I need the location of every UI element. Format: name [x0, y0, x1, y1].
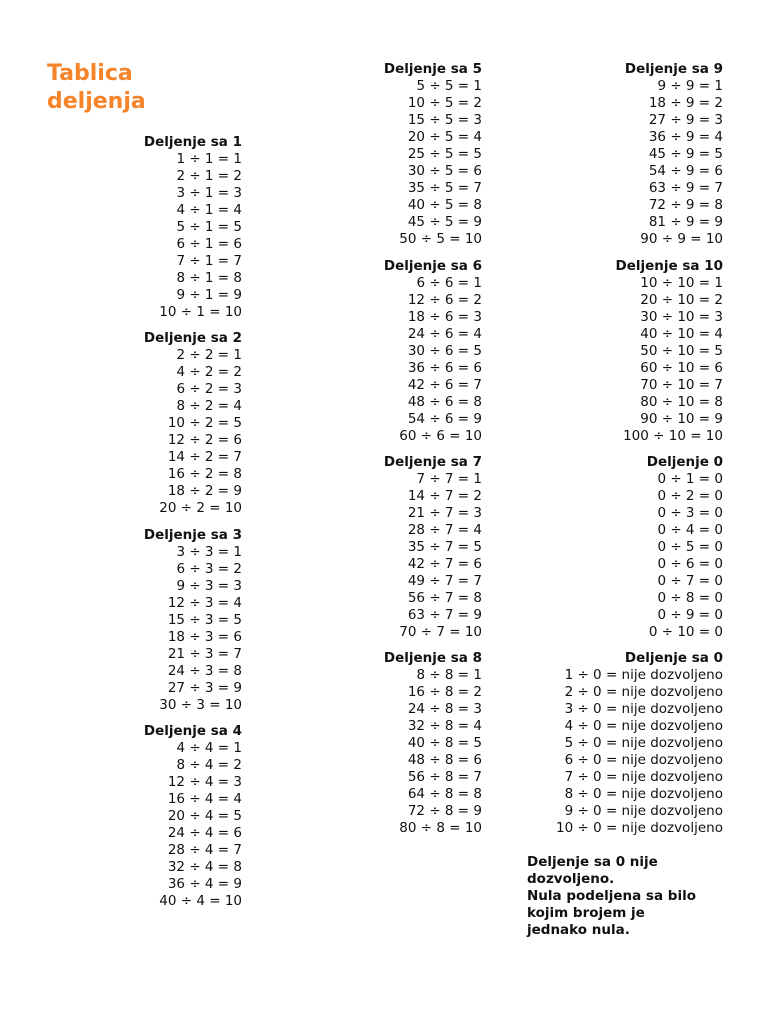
table-div-3	[120, 527, 242, 714]
table-row: 3 ÷ 0 = nije dozvoljeno	[564, 701, 723, 717]
table-row: 30 ÷ 10 = 3	[640, 309, 723, 325]
table-div-by-zero	[520, 650, 723, 837]
table-row: 6 ÷ 3 = 2	[176, 561, 242, 577]
table-row: 42 ÷ 6 = 7	[407, 377, 482, 393]
table-row: 6 ÷ 0 = nije dozvoljeno	[564, 752, 723, 768]
table-row: 50 ÷ 10 = 5	[640, 343, 723, 359]
table-row: 0 ÷ 1 = 0	[657, 471, 723, 487]
table-heading: Deljenje sa 5	[383, 61, 482, 77]
table-row: 28 ÷ 4 = 7	[167, 842, 242, 858]
table-row: 14 ÷ 2 = 7	[167, 449, 242, 465]
table-row: 30 ÷ 3 = 10	[159, 697, 242, 713]
table-row: 20 ÷ 10 = 2	[640, 292, 723, 308]
table-row: 18 ÷ 9 = 2	[648, 95, 723, 111]
table-div-8	[360, 650, 482, 837]
page-title	[47, 60, 146, 116]
table-row: 4 ÷ 4 = 1	[176, 740, 242, 756]
table-row: 8 ÷ 0 = nije dozvoljeno	[564, 786, 723, 802]
table-row: 30 ÷ 6 = 5	[407, 343, 482, 359]
table-row: 70 ÷ 7 = 10	[399, 624, 482, 640]
table-row: 0 ÷ 7 = 0	[657, 573, 723, 589]
table-div-2	[120, 330, 242, 517]
table-heading: Deljenje sa 8	[383, 650, 482, 666]
note-line-3: Nula podeljena sa bilo	[527, 888, 696, 904]
table-row: 35 ÷ 5 = 7	[407, 180, 482, 196]
table-div-9	[520, 61, 723, 248]
table-div-6	[360, 258, 482, 445]
table-row: 14 ÷ 7 = 2	[407, 488, 482, 504]
table-row: 50 ÷ 5 = 10	[399, 231, 482, 247]
table-row: 9 ÷ 0 = nije dozvoljeno	[564, 803, 723, 819]
table-row: 9 ÷ 1 = 9	[176, 287, 242, 303]
table-row: 1 ÷ 0 = nije dozvoljeno	[564, 667, 723, 683]
table-row: 10 ÷ 10 = 1	[640, 275, 723, 291]
table-heading: Deljenje 0	[646, 454, 723, 470]
table-row: 80 ÷ 8 = 10	[399, 820, 482, 836]
table-row: 12 ÷ 4 = 3	[167, 774, 242, 790]
table-row: 35 ÷ 7 = 5	[407, 539, 482, 555]
table-row: 24 ÷ 6 = 4	[407, 326, 482, 342]
table-row: 18 ÷ 6 = 3	[407, 309, 482, 325]
table-row: 63 ÷ 7 = 9	[407, 607, 482, 623]
table-row: 90 ÷ 10 = 9	[640, 411, 723, 427]
table-row: 6 ÷ 1 = 6	[176, 236, 242, 252]
table-row: 40 ÷ 4 = 10	[159, 893, 242, 909]
table-row: 72 ÷ 8 = 9	[407, 803, 482, 819]
table-row: 0 ÷ 10 = 0	[648, 624, 723, 640]
table-row: 63 ÷ 9 = 7	[648, 180, 723, 196]
table-row: 81 ÷ 9 = 9	[648, 214, 723, 230]
table-heading: Deljenje sa 2	[143, 330, 242, 346]
table-div-10	[520, 258, 723, 445]
table-row: 54 ÷ 9 = 6	[648, 163, 723, 179]
table-row: 8 ÷ 4 = 2	[176, 757, 242, 773]
page-title-line-1: Tablica	[47, 61, 133, 86]
table-row: 54 ÷ 6 = 9	[407, 411, 482, 427]
table-heading: Deljenje sa 0	[624, 650, 723, 666]
zero-division-note	[527, 854, 727, 939]
table-heading: Deljenje sa 7	[383, 454, 482, 470]
table-div-7	[360, 454, 482, 641]
table-row: 10 ÷ 0 = nije dozvoljeno	[556, 820, 723, 836]
note-line-5: jednako nula.	[527, 922, 630, 938]
note-line-1: Deljenje sa 0 nije	[527, 854, 658, 870]
table-row: 5 ÷ 0 = nije dozvoljeno	[564, 735, 723, 751]
table-row: 12 ÷ 6 = 2	[407, 292, 482, 308]
table-row: 20 ÷ 2 = 10	[159, 500, 242, 516]
table-row: 20 ÷ 5 = 4	[407, 129, 482, 145]
table-row: 40 ÷ 8 = 5	[407, 735, 482, 751]
note-line-2: dozvoljeno.	[527, 871, 615, 887]
table-row: 100 ÷ 10 = 10	[623, 428, 723, 444]
table-row: 90 ÷ 9 = 10	[640, 231, 723, 247]
table-row: 16 ÷ 2 = 8	[167, 466, 242, 482]
table-row: 7 ÷ 1 = 7	[176, 253, 242, 269]
table-row: 16 ÷ 4 = 4	[167, 791, 242, 807]
table-row: 56 ÷ 8 = 7	[407, 769, 482, 785]
table-row: 21 ÷ 7 = 3	[407, 505, 482, 521]
table-row: 4 ÷ 1 = 4	[176, 202, 242, 218]
table-row: 21 ÷ 3 = 7	[167, 646, 242, 662]
table-row: 32 ÷ 4 = 8	[167, 859, 242, 875]
table-row: 60 ÷ 10 = 6	[640, 360, 723, 376]
table-row: 28 ÷ 7 = 4	[407, 522, 482, 538]
table-row: 0 ÷ 9 = 0	[657, 607, 723, 623]
table-row: 10 ÷ 2 = 5	[167, 415, 242, 431]
table-row: 32 ÷ 8 = 4	[407, 718, 482, 734]
table-row: 5 ÷ 5 = 1	[416, 78, 482, 94]
table-row: 40 ÷ 5 = 8	[407, 197, 482, 213]
table-row: 48 ÷ 8 = 6	[407, 752, 482, 768]
table-heading: Deljenje sa 1	[143, 134, 242, 150]
table-heading: Deljenje sa 6	[383, 258, 482, 274]
table-heading: Deljenje sa 4	[143, 723, 242, 739]
table-row: 16 ÷ 8 = 2	[407, 684, 482, 700]
table-row: 4 ÷ 0 = nije dozvoljeno	[564, 718, 723, 734]
table-row: 2 ÷ 0 = nije dozvoljeno	[564, 684, 723, 700]
table-row: 6 ÷ 2 = 3	[176, 381, 242, 397]
table-row: 9 ÷ 3 = 3	[176, 578, 242, 594]
table-row: 0 ÷ 3 = 0	[657, 505, 723, 521]
table-row: 30 ÷ 5 = 6	[407, 163, 482, 179]
table-row: 56 ÷ 7 = 8	[407, 590, 482, 606]
table-div-5	[360, 61, 482, 248]
table-row: 12 ÷ 3 = 4	[167, 595, 242, 611]
table-row: 18 ÷ 3 = 6	[167, 629, 242, 645]
table-row: 7 ÷ 0 = nije dozvoljeno	[564, 769, 723, 785]
table-row: 5 ÷ 1 = 5	[176, 219, 242, 235]
table-row: 70 ÷ 10 = 7	[640, 377, 723, 393]
table-row: 18 ÷ 2 = 9	[167, 483, 242, 499]
table-row: 42 ÷ 7 = 6	[407, 556, 482, 572]
table-row: 20 ÷ 4 = 5	[167, 808, 242, 824]
table-row: 72 ÷ 9 = 8	[648, 197, 723, 213]
page-title-line-2: deljenja	[47, 89, 146, 114]
table-row: 24 ÷ 4 = 6	[167, 825, 242, 841]
table-row: 64 ÷ 8 = 8	[407, 786, 482, 802]
table-row: 27 ÷ 3 = 9	[167, 680, 242, 696]
table-row: 24 ÷ 3 = 8	[167, 663, 242, 679]
table-row: 49 ÷ 7 = 7	[407, 573, 482, 589]
table-row: 0 ÷ 2 = 0	[657, 488, 723, 504]
table-row: 2 ÷ 2 = 1	[176, 347, 242, 363]
table-row: 15 ÷ 5 = 3	[407, 112, 482, 128]
table-row: 10 ÷ 5 = 2	[407, 95, 482, 111]
table-row: 1 ÷ 1 = 1	[176, 151, 242, 167]
table-row: 27 ÷ 9 = 3	[648, 112, 723, 128]
table-row: 0 ÷ 5 = 0	[657, 539, 723, 555]
table-row: 10 ÷ 1 = 10	[159, 304, 242, 320]
table-row: 7 ÷ 7 = 1	[416, 471, 482, 487]
table-row: 0 ÷ 8 = 0	[657, 590, 723, 606]
table-heading: Deljenje sa 3	[143, 527, 242, 543]
table-row: 0 ÷ 4 = 0	[657, 522, 723, 538]
table-div-zero-dividend	[520, 454, 723, 641]
table-row: 36 ÷ 4 = 9	[167, 876, 242, 892]
table-row: 45 ÷ 9 = 5	[648, 146, 723, 162]
table-heading: Deljenje sa 9	[624, 61, 723, 77]
table-row: 8 ÷ 8 = 1	[416, 667, 482, 683]
table-heading: Deljenje sa 10	[615, 258, 723, 274]
table-row: 40 ÷ 10 = 4	[640, 326, 723, 342]
table-row: 80 ÷ 10 = 8	[640, 394, 723, 410]
table-row: 36 ÷ 6 = 6	[407, 360, 482, 376]
table-row: 0 ÷ 6 = 0	[657, 556, 723, 572]
note-line-4: kojim brojem je	[527, 905, 645, 921]
table-row: 3 ÷ 1 = 3	[176, 185, 242, 201]
table-row: 2 ÷ 1 = 2	[176, 168, 242, 184]
table-row: 36 ÷ 9 = 4	[648, 129, 723, 145]
table-row: 60 ÷ 6 = 10	[399, 428, 482, 444]
table-row: 8 ÷ 2 = 4	[176, 398, 242, 414]
table-row: 24 ÷ 8 = 3	[407, 701, 482, 717]
table-row: 4 ÷ 2 = 2	[176, 364, 242, 380]
table-row: 15 ÷ 3 = 5	[167, 612, 242, 628]
table-row: 12 ÷ 2 = 6	[167, 432, 242, 448]
table-row: 45 ÷ 5 = 9	[407, 214, 482, 230]
table-row: 3 ÷ 3 = 1	[176, 544, 242, 560]
table-div-1	[120, 134, 242, 321]
table-row: 9 ÷ 9 = 1	[657, 78, 723, 94]
table-row: 6 ÷ 6 = 1	[416, 275, 482, 291]
table-div-4	[120, 723, 242, 910]
table-row: 25 ÷ 5 = 5	[407, 146, 482, 162]
table-row: 8 ÷ 1 = 8	[176, 270, 242, 286]
table-row: 48 ÷ 6 = 8	[407, 394, 482, 410]
